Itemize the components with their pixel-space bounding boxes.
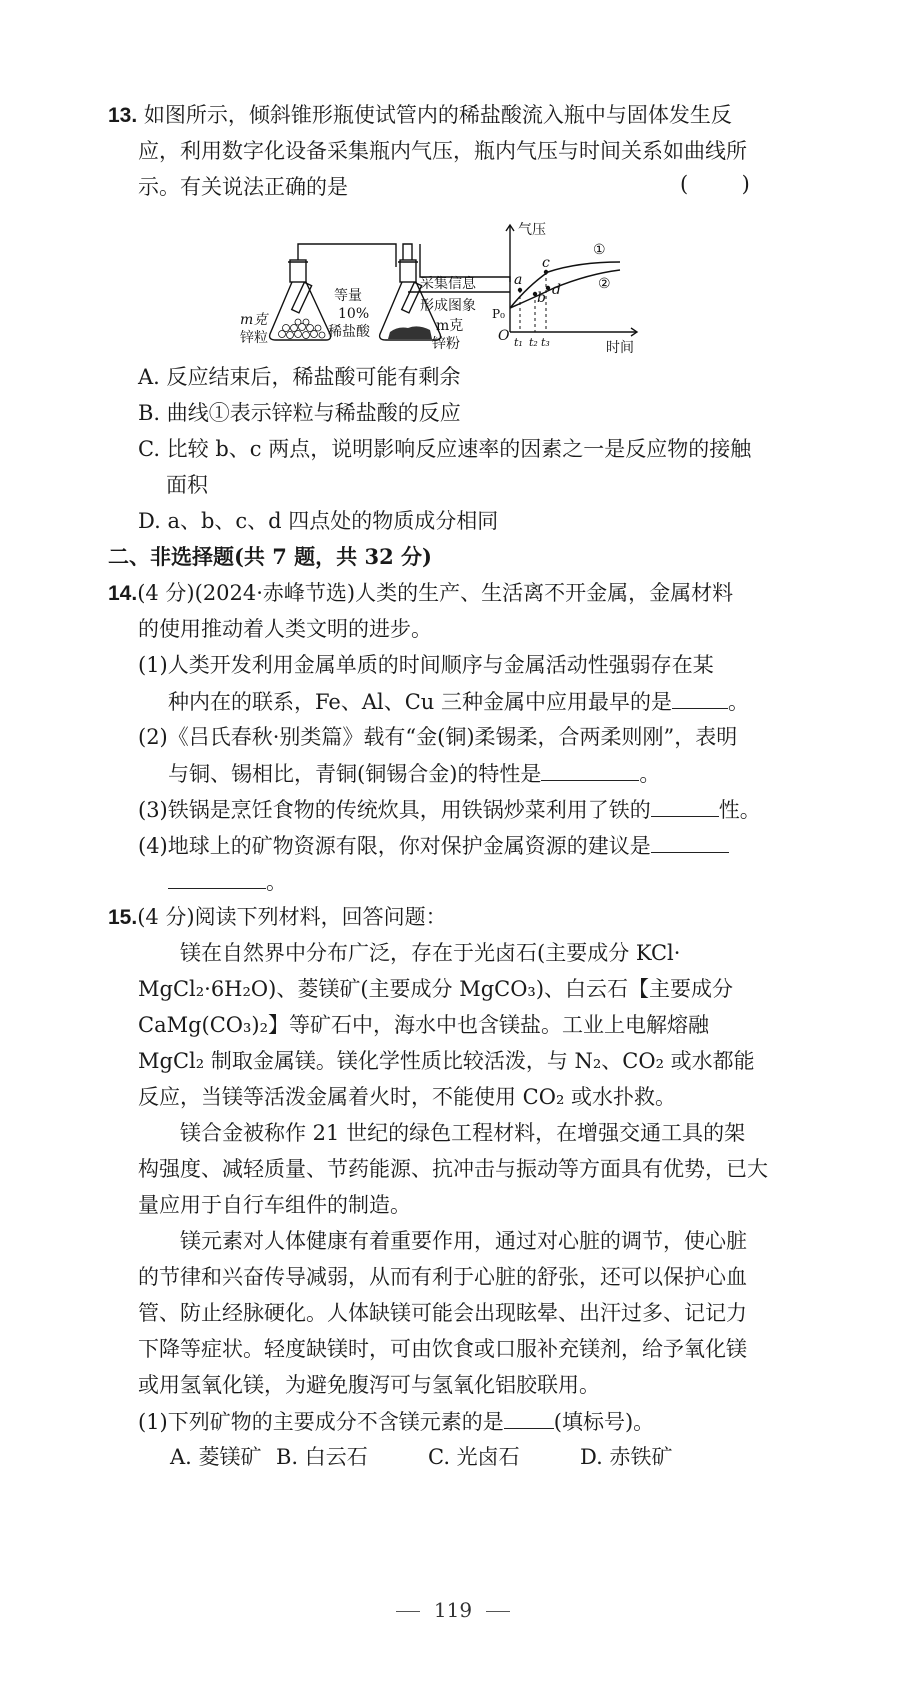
q13-text: 如图所示，倾斜锥形瓶使试管内的稀盐酸流入瓶中与固体发生反 bbox=[143, 103, 732, 127]
origin-label: O bbox=[498, 328, 510, 344]
q15-option-b: B. 白云石 bbox=[276, 1445, 368, 1469]
q15-p2-l3: 量应用于自行车组件的制造。 bbox=[138, 1193, 411, 1217]
acid-label-line3: 稀盐酸 bbox=[328, 324, 370, 340]
q14-sub3 bbox=[138, 794, 761, 825]
q14-sub1-text: 种内在的联系，Fe、Al、Cu 三种金属中应用最早的是 bbox=[168, 690, 672, 714]
point-b-label: b bbox=[537, 290, 546, 306]
point-a-label: a bbox=[514, 272, 523, 288]
q15-p1-l3: CaMg(CO₃)₂】等矿石中，海水中也含镁盐。工业上电解熔融 bbox=[138, 1013, 710, 1037]
left-flask-label-line1: m克 bbox=[240, 312, 268, 328]
answer-blank-1[interactable] bbox=[672, 686, 728, 709]
t1-label: t₁ bbox=[514, 336, 523, 349]
q15-p1-l5: 反应，当镁等活泼金属着火时，不能使用 CO₂ 或水扑救。 bbox=[138, 1085, 677, 1109]
q14-sub4-line1 bbox=[138, 830, 729, 861]
q13-line3: 示。有关说法正确的是 bbox=[138, 175, 348, 199]
section-heading: 二、非选择题(共 7 题，共 32 分) bbox=[108, 544, 432, 569]
q14-sub4-line2 bbox=[168, 866, 287, 897]
q15-option-c: C. 光卤石 bbox=[428, 1445, 520, 1469]
point-d-label: d bbox=[552, 282, 561, 298]
answer-blank-3[interactable] bbox=[651, 794, 719, 817]
q15-p3-l5: 或用氢氧化镁，为避免腹泻可与氢氧化铝胶联用。 bbox=[138, 1373, 600, 1397]
right-flask-label-line2: 锌粉 bbox=[432, 336, 460, 352]
answer-parenthesis: ( ) bbox=[680, 172, 750, 196]
collect-label-line1: 采集信息 bbox=[420, 276, 476, 292]
q13-option-d: D. a、b、c、d 四点处的物质成分相同 bbox=[138, 509, 499, 533]
q15-number: 15. bbox=[108, 906, 138, 929]
answer-blank-2[interactable] bbox=[541, 758, 639, 781]
q14-sub1-line1: (1)人类开发利用金属单质的时间顺序与金属活动性强弱存在某 bbox=[138, 653, 714, 677]
q14-line2: 的使用推动着人类文明的进步。 bbox=[138, 617, 432, 641]
q14-sub3-end: 性。 bbox=[718, 798, 761, 822]
curve-1-label: ① bbox=[593, 242, 606, 258]
t2-label: t₂ bbox=[529, 336, 538, 349]
graph-axes bbox=[506, 225, 637, 336]
zinc-powder-right bbox=[388, 326, 432, 339]
answer-blank-4a[interactable] bbox=[651, 830, 729, 853]
left-flask-label-line2: 锌粒 bbox=[240, 330, 268, 346]
point-d bbox=[546, 286, 550, 290]
q15-option-d: D. 赤铁矿 bbox=[580, 1445, 673, 1469]
q14-sub2-line2 bbox=[168, 758, 660, 789]
acid-label-line2: 10% bbox=[338, 306, 370, 322]
q15-p1-l2: MgCl₂·6H₂O)、菱镁矿(主要成分 MgCO₃)、白云石【主要成分 bbox=[138, 977, 734, 1001]
q15-p3-l2: 的节律和兴奋传导减弱，从而有利于心脏的舒张，还可以保护心血 bbox=[138, 1265, 747, 1289]
q14-line1 bbox=[108, 578, 733, 609]
q14-sub2-text: 与铜、锡相比，青铜(铜锡合金)的特性是 bbox=[168, 762, 542, 786]
q14-sub2-end: 。 bbox=[639, 762, 661, 786]
point-c-label: c bbox=[542, 255, 550, 271]
collect-label-line2: 形成图象 bbox=[420, 298, 476, 314]
q15-sub1 bbox=[138, 1406, 654, 1437]
q14-sub4-end: 。 bbox=[266, 870, 287, 894]
answer-blank-5[interactable] bbox=[504, 1406, 554, 1429]
x-axis-label: 时间 bbox=[606, 340, 634, 356]
q14-sub2-line1: (2)《吕氏春秋·别类篇》载有“金(铜)柔锡柔，合两柔则刚”，表明 bbox=[138, 725, 738, 749]
q14-sub3-text: (3)铁锅是烹饪食物的传统炊具，用铁锅炒菜利用了铁的 bbox=[138, 798, 651, 822]
q13-line1 bbox=[108, 100, 732, 131]
q14-number: 14. bbox=[108, 582, 138, 605]
footer-dash-right bbox=[486, 1611, 510, 1612]
q14-sub1-end: 。 bbox=[728, 690, 749, 714]
q13-line2: 应，利用数字化设备采集瓶内气压，瓶内气压与时间关系如曲线所 bbox=[138, 139, 747, 163]
q13-option-b: B. 曲线①表示锌粒与稀盐酸的反应 bbox=[138, 401, 461, 425]
q13-option-a: A. 反应结束后，稀盐酸可能有剩余 bbox=[138, 365, 461, 389]
q13-option-c-line1: C. 比较 b、c 两点，说明影响反应速率的因素之一是反应物的接触 bbox=[138, 437, 752, 461]
q15-p3-l4: 下降等症状。轻度缺镁时，可由饮食或口服补充镁剂，给予氧化镁 bbox=[138, 1337, 747, 1361]
q13-number: 13. bbox=[108, 104, 138, 127]
q15-line1 bbox=[108, 902, 447, 933]
q15-sub1-end: (填标号)。 bbox=[553, 1410, 655, 1434]
q15-intro: (4 分)阅读下列材料，回答问题： bbox=[137, 905, 447, 929]
page-footer bbox=[0, 1598, 906, 1622]
y-axis-label: 气压 bbox=[518, 222, 546, 238]
q14-sub4-text: (4)地球上的矿物资源有限，你对保护金属资源的建议是 bbox=[138, 834, 651, 858]
q15-sub1-text: (1)下列矿物的主要成分不含镁元素的是 bbox=[138, 1410, 504, 1434]
page-number: 119 bbox=[433, 1598, 473, 1622]
answer-blank-4b[interactable] bbox=[168, 866, 266, 889]
footer-dash-left bbox=[396, 1611, 420, 1612]
point-a bbox=[518, 288, 522, 292]
zinc-granules-left bbox=[279, 319, 326, 339]
q15-p3-l3: 管、防止经脉硬化。人体缺镁可能会出现眩晕、出汗过多、记记力 bbox=[138, 1301, 747, 1325]
t3-label: t₃ bbox=[541, 336, 550, 349]
q13-option-c-line2: 面积 bbox=[166, 473, 208, 497]
q14-intro: (4 分)(2024·赤峰节选)人类的生产、生活离不开金属，金属材料 bbox=[137, 581, 734, 605]
q15-p2-l1: 镁合金被称作 21 世纪的绿色工程材料，在增强交通工具的架 bbox=[180, 1121, 746, 1145]
q15-option-a: A. 菱镁矿 bbox=[170, 1445, 262, 1469]
q15-p1-l4: MgCl₂ 制取金属镁。镁化学性质比较活泼，与 N₂、CO₂ 或水都能 bbox=[138, 1049, 755, 1073]
p0-label: P₀ bbox=[492, 307, 505, 321]
q14-sub1-line2 bbox=[168, 686, 749, 717]
q15-p3-l1: 镁元素对人体健康有着重要作用，通过对心脏的调节，使心脏 bbox=[180, 1229, 747, 1253]
curve-2-label: ② bbox=[598, 276, 611, 292]
q15-p1-l1: 镁在自然界中分布广泛，存在于光卤石(主要成分 KCl· bbox=[180, 941, 681, 965]
right-flask-label-line1: m克 bbox=[436, 318, 464, 334]
acid-label-line1: 等量 bbox=[334, 288, 362, 304]
q15-p2-l2: 构强度、减轻质量、节药能源、抗冲击与振动等方面具有优势，已大 bbox=[138, 1157, 768, 1181]
